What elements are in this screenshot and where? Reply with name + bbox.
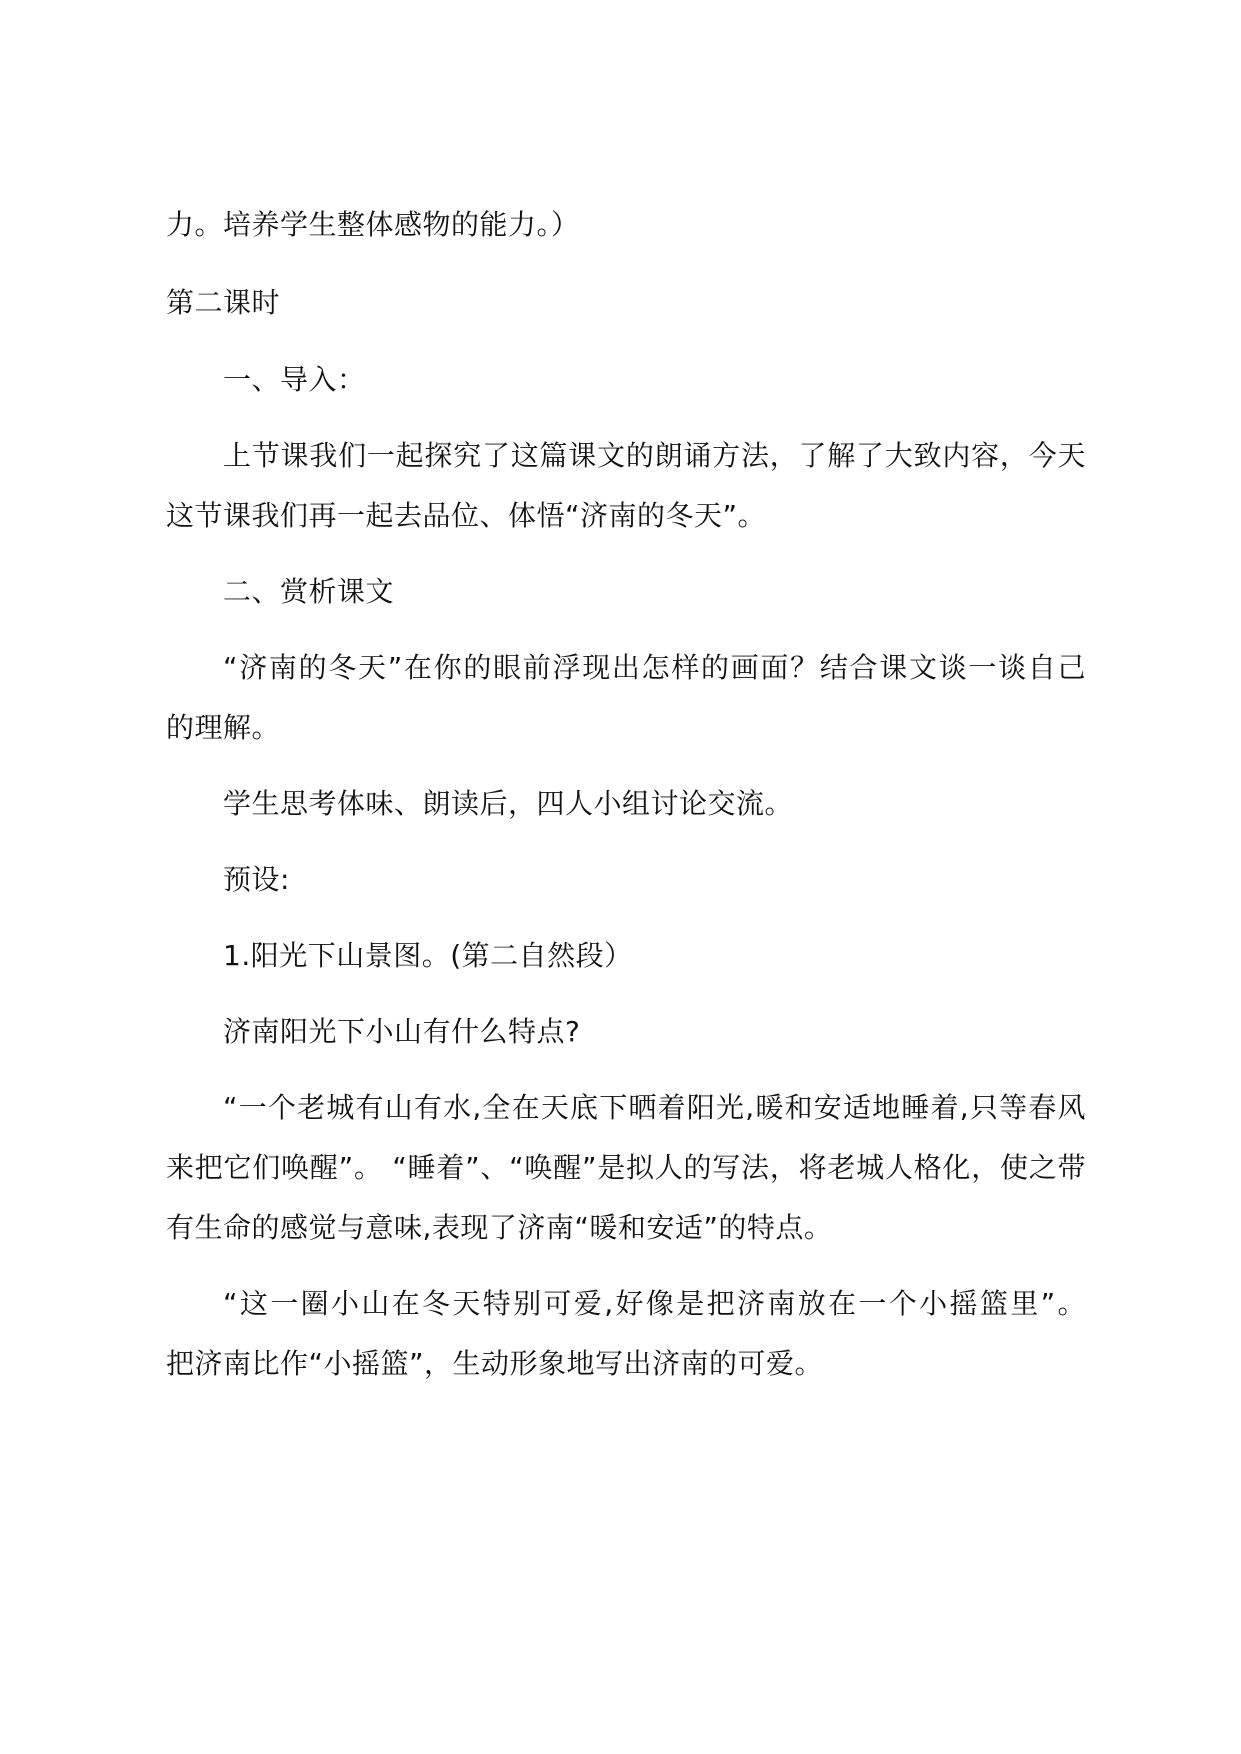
intro-paragraph-line-2: 这节课我们再一起去品位、体悟“济南的冬天”。 — [166, 499, 767, 532]
section-heading-analysis: 二、赏析课文 — [223, 575, 395, 608]
quote-paragraph-line-2: 来把它们唤醒”。 “睡着”、“唤醒”是拟人的写法，将老城人格化，使之带 — [166, 1151, 1086, 1184]
cradle-paragraph-line-1: “这一圈小山在冬天特别可爱,好像是把济南放在一个小摇篮里”。 — [223, 1287, 1086, 1320]
question-paragraph-line-1: “济南的冬天”在你的眼前浮现出怎样的画面？结合课文谈一谈自己 — [223, 651, 1086, 684]
section-heading-intro: 一、导入： — [223, 363, 366, 396]
cradle-paragraph-line-2: 把济南比作“小摇篮”，生动形象地写出济南的可爱。 — [166, 1347, 824, 1380]
lesson-heading: 第二课时 — [166, 286, 281, 319]
intro-paragraph-line-1: 上节课我们一起探究了这篇课文的朗诵方法，了解了大致内容，今天 — [223, 439, 1086, 472]
activity-paragraph: 学生思考体味、朗读后，四人小组讨论交流。 — [223, 787, 794, 820]
list-item-1-heading: 1.阳光下山景图。(第二自然段） — [223, 939, 633, 972]
question-paragraph-line-2: 的理解。 — [166, 711, 281, 744]
quote-paragraph-line-3: 有生命的感觉与意味,表现了济南“暖和安适”的特点。 — [166, 1211, 833, 1244]
continuation-line: 力。培养学生整体感物的能力。） — [166, 208, 580, 241]
quote-paragraph-line-1: “一个老城有山有水,全在天底下晒着阳光,暖和安适地睡着,只等春风 — [223, 1091, 1086, 1124]
preset-label: 预设: — [223, 863, 290, 896]
feature-question: 济南阳光下小山有什么特点? — [223, 1015, 581, 1048]
